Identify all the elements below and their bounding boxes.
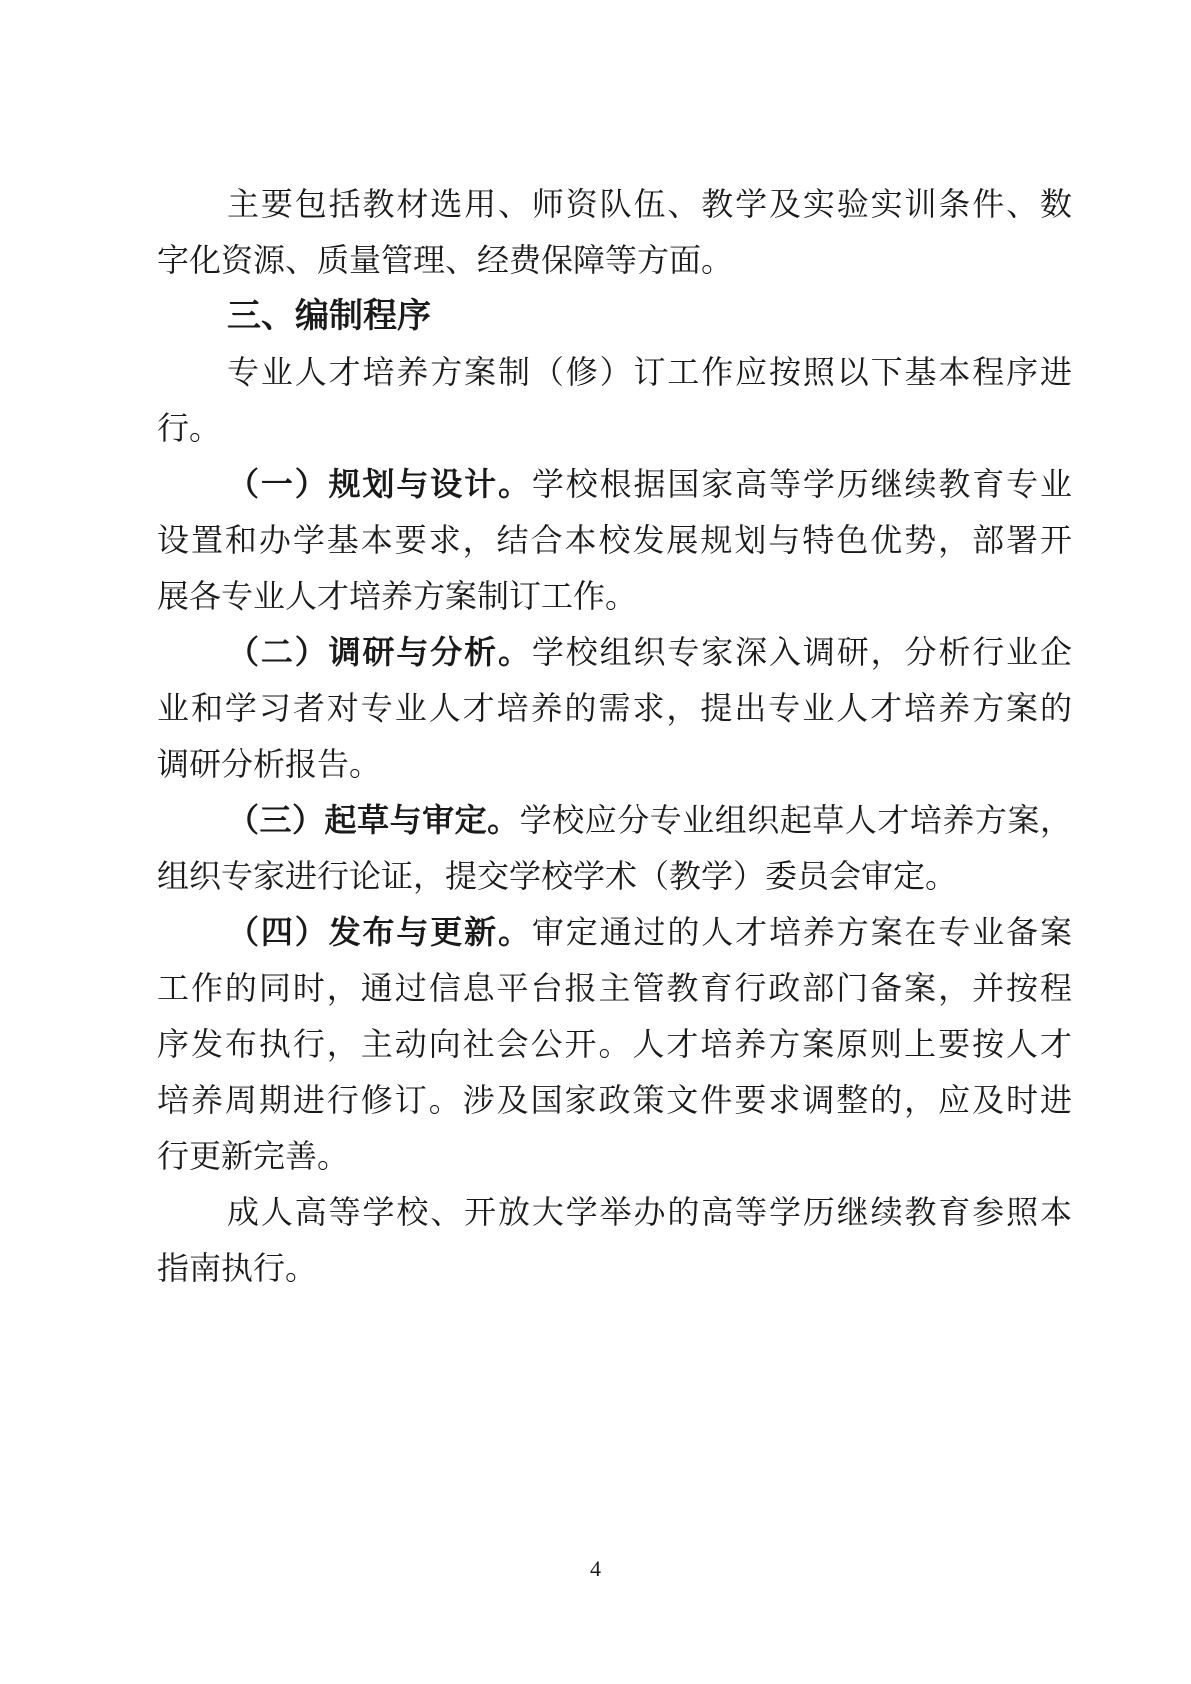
text-line: 工作的同时，通过信息平台报主管教育行政部门备案，并按程 (157, 970, 1072, 1006)
text-line: （三）起草与审定。学校应分专业组织起草人才培养方案， (227, 802, 1072, 838)
paragraph-label: （二）调研与分析。 (227, 634, 532, 670)
text-line: 序发布执行，主动向社会公开。人才培养方案原则上要按人才 (157, 1026, 1072, 1062)
text-line: 主要包括教材选用、师资队伍、教学及实验实训条件、数 (227, 186, 1072, 222)
text-line: 专业人才培养方案制（修）订工作应按照以下基本程序进 (227, 354, 1072, 390)
text-line: 组织专家进行论证，提交学校学术（教学）委员会审定。 (157, 858, 958, 894)
document-body (157, 176, 1072, 1296)
paragraph-label: （四）发布与更新。 (227, 914, 532, 950)
text-line: （二）调研与分析。学校组织专家深入调研，分析行业企 (227, 634, 1072, 670)
text-line: 指南执行。 (157, 1250, 318, 1286)
text-line: 行更新完善。 (157, 1138, 350, 1174)
text-line: 业和学习者对专业人才培养的需求，提出专业人才培养方案的 (157, 690, 1072, 726)
section-heading: 三、编制程序 (227, 297, 431, 335)
text-line: 字化资源、质量管理、经费保障等方面。 (157, 242, 734, 278)
text-line: 培养周期进行修订。涉及国家政策文件要求调整的，应及时进 (157, 1082, 1072, 1118)
text-line: （四）发布与更新。审定通过的人才培养方案在专业备案 (227, 914, 1072, 950)
text-line: 成人高等学校、开放大学举办的高等学历继续教育参照本 (227, 1194, 1072, 1230)
text-line: 设置和办学基本要求，结合本校发展规划与特色优势，部署开 (157, 522, 1072, 558)
page-number: 4 (590, 1556, 601, 1581)
text-line: （一）规划与设计。学校根据国家高等学历继续教育专业 (227, 466, 1072, 502)
paragraph-label: （三）起草与审定。 (227, 802, 520, 838)
paragraph-label: （一）规划与设计。 (227, 466, 532, 502)
text-line: 行。 (157, 410, 222, 446)
text-line: 展各专业人才培养方案制订工作。 (157, 578, 638, 614)
text-line: 调研分析报告。 (157, 746, 382, 782)
